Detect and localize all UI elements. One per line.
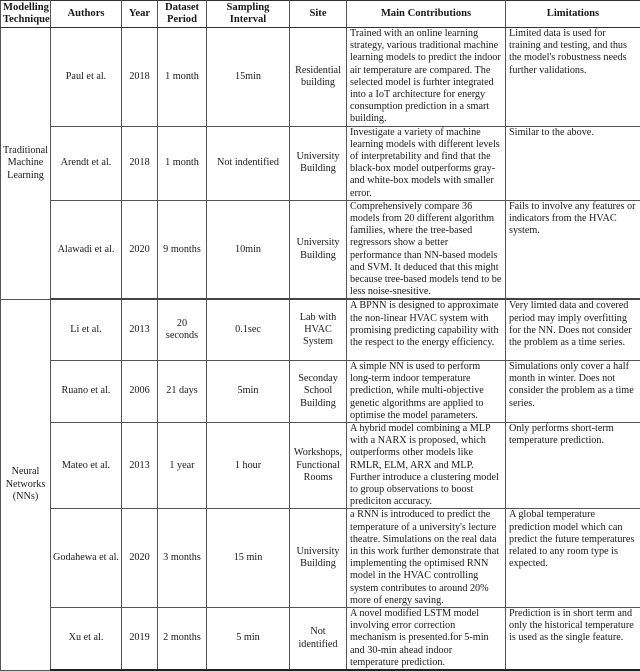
authors-cell: Godahewa et al.	[51, 509, 122, 608]
interval-cell: 15 min	[207, 509, 290, 608]
table-row	[1, 422, 640, 508]
site-cell: Residential building	[290, 28, 347, 127]
authors-cell: Arendt et al.	[51, 126, 122, 200]
header-year: Year	[122, 1, 158, 28]
table-row	[1, 200, 640, 299]
interval-cell: 5min	[207, 360, 290, 422]
interval-cell: 1 hour	[207, 422, 290, 508]
table-row	[1, 608, 640, 671]
authors-cell: Paul et al.	[51, 28, 122, 127]
authors-cell: Li et al.	[51, 299, 122, 360]
contributions-cell: A BPNN is designed to approximate the non-linear HVAC system with promising predicting capability with the respect to the energy efficiency.	[347, 299, 506, 360]
interval-cell: 10min	[207, 200, 290, 299]
year-cell: 2020	[122, 509, 158, 608]
period-cell: 1 month	[158, 28, 207, 127]
site-cell: Seconday School Building	[290, 360, 347, 422]
site-cell: University Building	[290, 126, 347, 200]
header-period: Dataset Period	[158, 1, 207, 28]
period-cell: 21 days	[158, 360, 207, 422]
limitations-cell: Very limted data and covered period may imply overfitting for the NN. Does not consider the problem as a time series.	[506, 299, 640, 360]
interval-cell: 0.1sec	[207, 299, 290, 360]
period-cell: 3 months	[158, 509, 207, 608]
header-limitations: Limitations	[506, 1, 640, 28]
header-row	[1, 1, 640, 28]
contributions-cell: A simple NN is used to perform long-term indoor temperature prediction, while multi-objective genetic algorithms are applied to optimise the model parameters.	[347, 360, 506, 422]
interval-cell: Not indentified	[207, 126, 290, 200]
site-cell: University Building	[290, 200, 347, 299]
header-interval: Sampling Interval	[207, 1, 290, 28]
technique-cell: Traditional Machine Learning	[1, 28, 51, 300]
technique-cell: Neural Networks (NNs)	[1, 299, 51, 670]
site-cell: Not identified	[290, 608, 347, 671]
table-row	[1, 299, 640, 360]
contributions-cell: Trained with an online learning strategy, various traditional machine learning models to predict the indoor air temperature are compared. The selected model is furhter integrated into a IoT architecture for energy consumption prediction in a smart building.	[347, 28, 506, 127]
interval-cell: 15min	[207, 28, 290, 127]
limitations-cell: Simulations only cover a half month in winter. Does not consider the problem as a time series.	[506, 360, 640, 422]
year-cell: 2020	[122, 200, 158, 299]
year-cell: 2018	[122, 28, 158, 127]
contributions-cell: Comprehensively compare 36 models from 20 different algorithm families, where the tree-based regressors show a better performance than NN-based models and SVM. It deduced that this might because tree-based models tend to be less noise-snesitive.	[347, 200, 506, 299]
limitations-cell: Prediction is in short term and only the historical temperature is used as the single feature.	[506, 608, 640, 671]
limitations-cell: Fails to involve any features or indicators from the HVAC system.	[506, 200, 640, 299]
year-cell: 2006	[122, 360, 158, 422]
contributions-cell: A hybrid model combining a MLP with a NARX is proposed, which outperforms other models like RMLR, ELM, ARX and MLP. Further introduce a clustering model to group observations to boost prediciton accuracy.	[347, 422, 506, 508]
limitations-cell: Similar to the above.	[506, 126, 640, 200]
table-row	[1, 28, 640, 127]
year-cell: 2013	[122, 422, 158, 508]
period-cell: 9 months	[158, 200, 207, 299]
limitations-cell: Only performs short-term temperature prediction.	[506, 422, 640, 508]
site-cell: Lab with HVAC System	[290, 299, 347, 360]
year-cell: 2013	[122, 299, 158, 360]
authors-cell: Ruano et al.	[51, 360, 122, 422]
year-cell: 2019	[122, 608, 158, 671]
header-authors: Authors	[51, 1, 122, 28]
period-cell: 1 year	[158, 422, 207, 508]
table-row	[1, 360, 640, 422]
year-cell: 2018	[122, 126, 158, 200]
limitations-cell: A global temperature prediction model which can predict the future temperatures related to any room type is expected.	[506, 509, 640, 608]
header-technique: Modelling Technique	[1, 1, 51, 28]
contributions-cell: A novel modified LSTM model involving error correction mechanism is presented.for 5-min and 30-min ahead indoor temperature prediction.	[347, 608, 506, 671]
table-row	[1, 126, 640, 200]
header-contributions: Main Contributions	[347, 1, 506, 28]
authors-cell: Xu et al.	[51, 608, 122, 671]
header-site: Site	[290, 1, 347, 28]
interval-cell: 5 min	[207, 608, 290, 671]
authors-cell: Mateo et al.	[51, 422, 122, 508]
period-cell: 1 month	[158, 126, 207, 200]
period-cell: 2 months	[158, 608, 207, 671]
contributions-cell: Investigate a variety of machine learning models with different levels of interpretability and find that the black-box model outperforms gray- and white-box models with smaller error.	[347, 126, 506, 200]
period-cell: 20 seconds	[158, 299, 207, 360]
authors-cell: Alawadi et al.	[51, 200, 122, 299]
limitations-cell: Limited data is used for training and testing, and thus the model's robustness needs further validations.	[506, 28, 640, 127]
contributions-cell: a RNN is introduced to predict the temperature of a university's lecture theatre. Simulations on the real data in this work further demonstrate that implementing the optimised RNN model in the HVAC controlling system contributes to around 20% more of energy saving.	[347, 509, 506, 608]
site-cell: University Building	[290, 509, 347, 608]
table-row	[1, 509, 640, 608]
site-cell: Workshops, Functional Rooms	[290, 422, 347, 508]
